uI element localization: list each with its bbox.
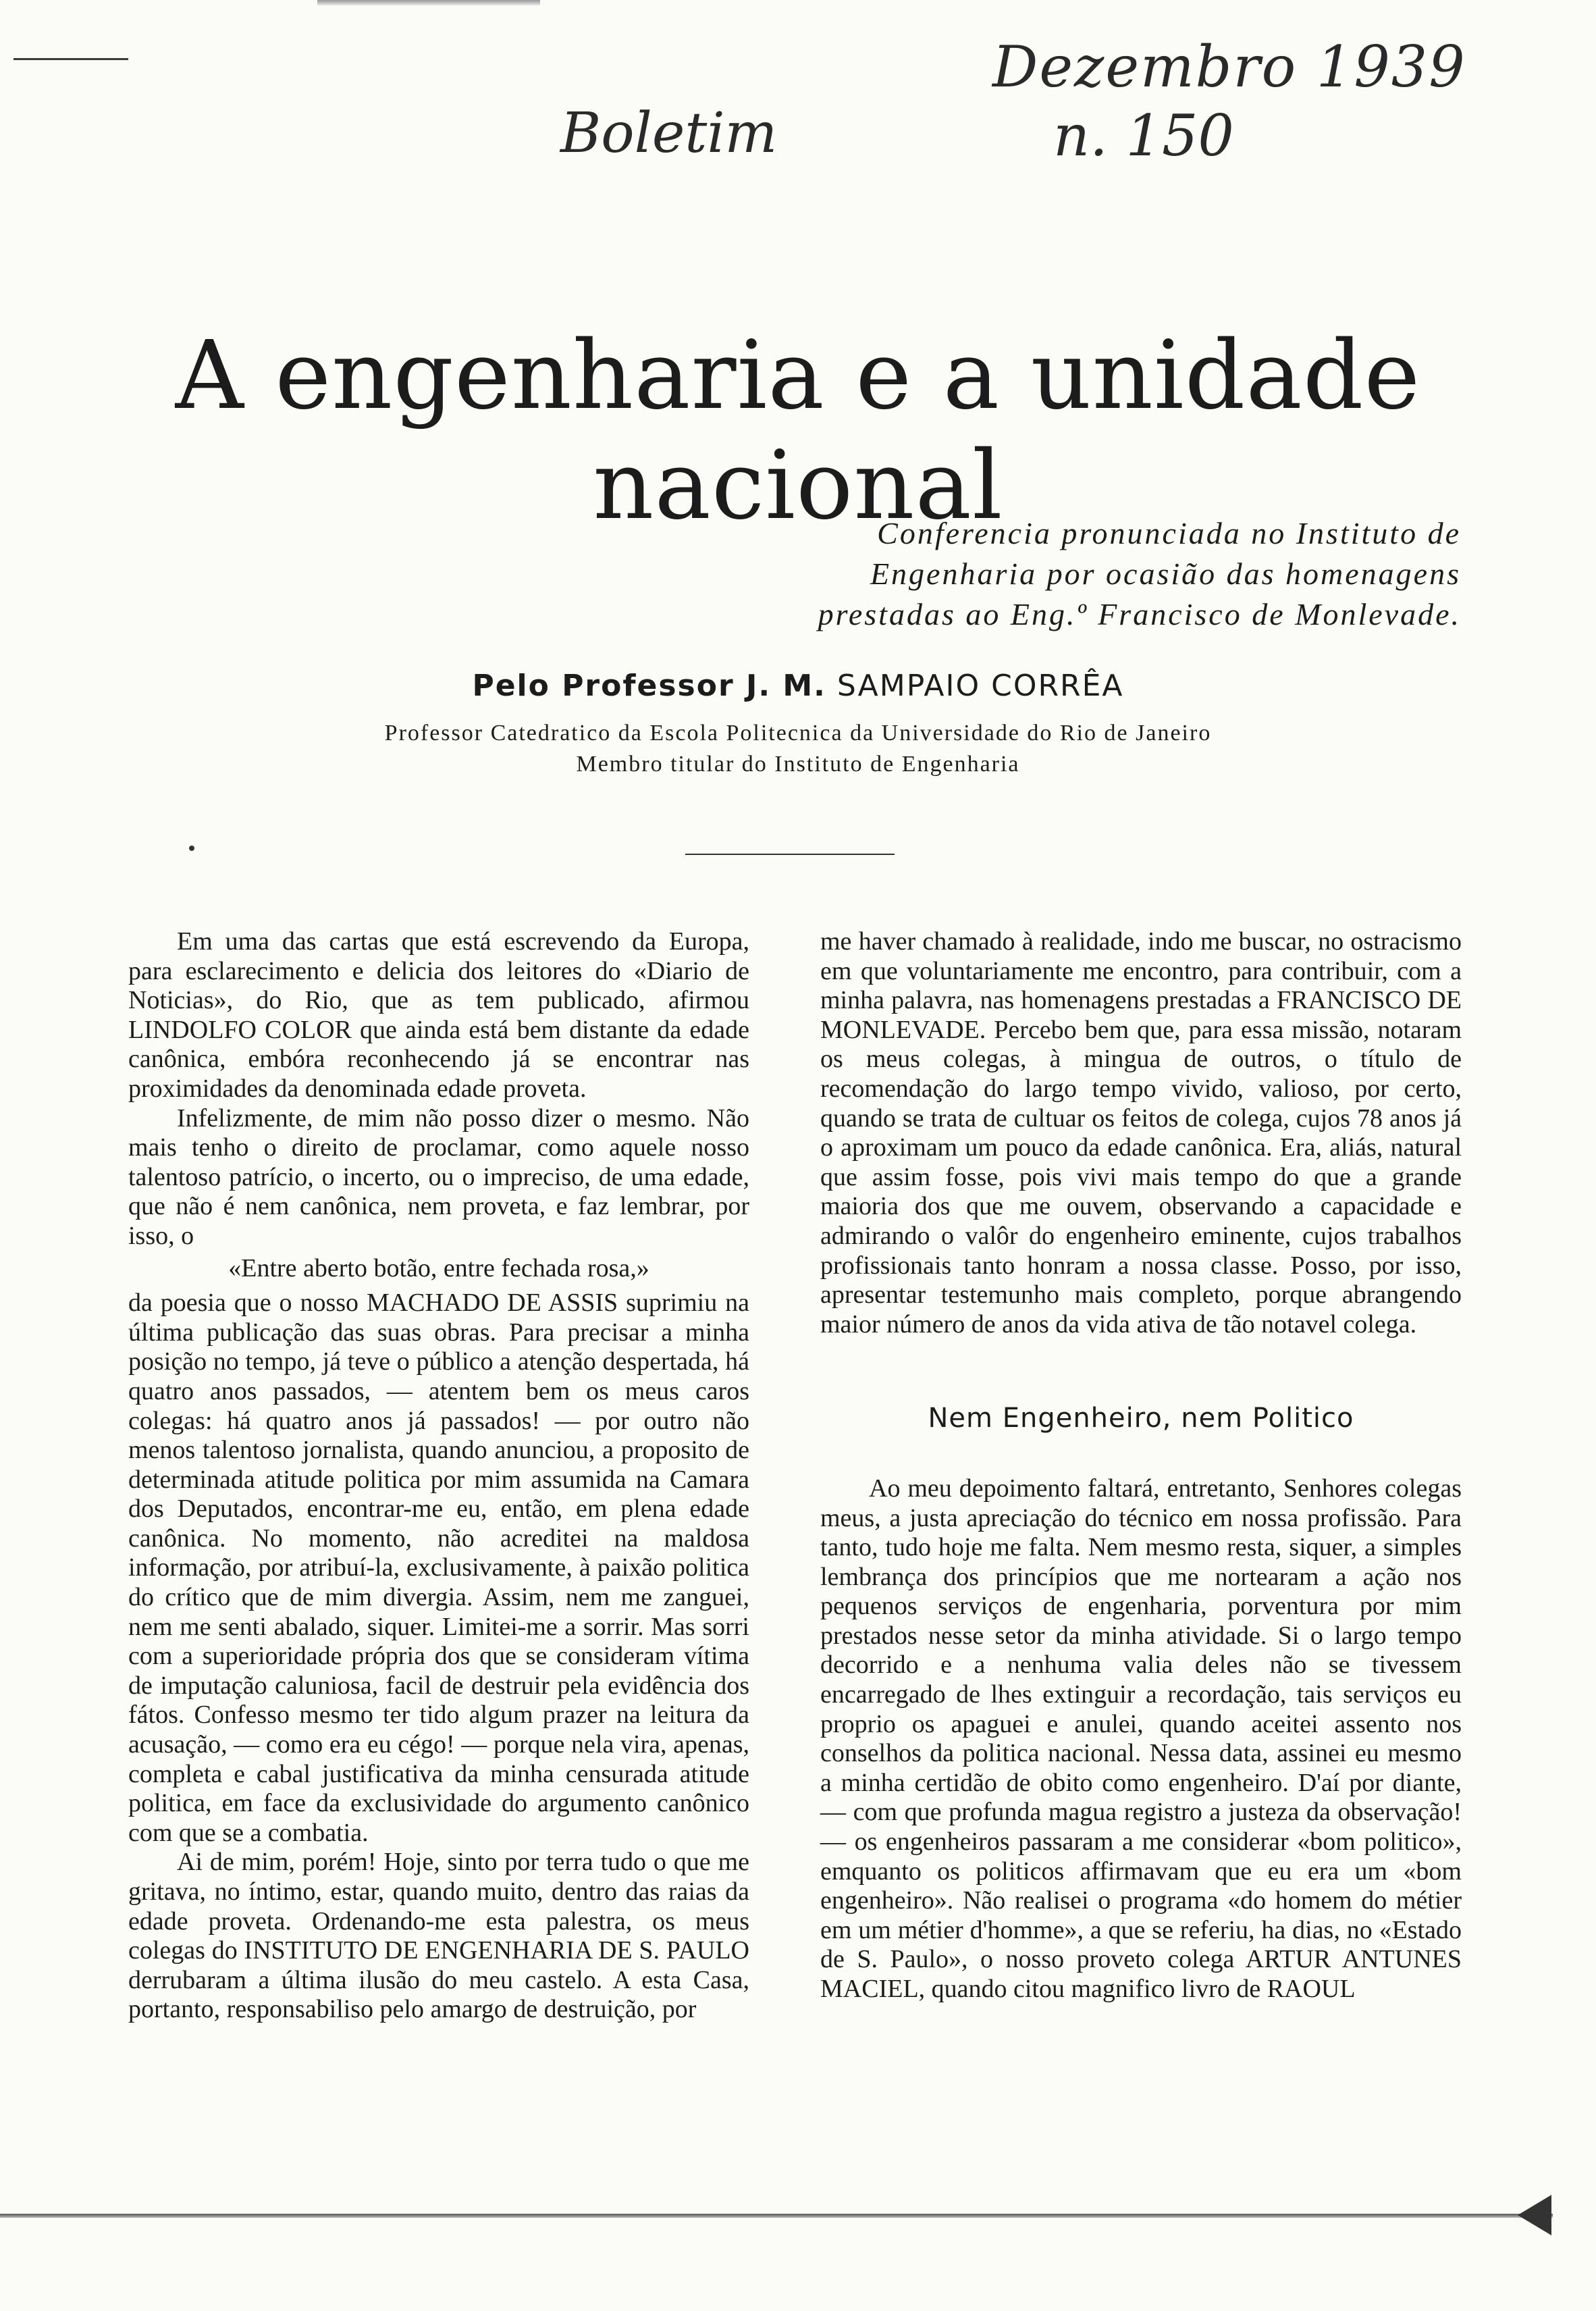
article-title: A engenharia e a unidade nacional [175,321,1421,541]
article-byline [0,669,1596,703]
top-left-rule [14,58,128,60]
stray-mark [189,846,194,851]
subtitle-line-2: Engenharia por ocasião das homenagens [870,556,1461,591]
subtitle-line-1: Conferencia pronunciada no Instituto de [877,516,1461,550]
section-heading: Nem Engenheiro, nem Politico [928,1403,1354,1434]
article-subtitle [772,513,1461,635]
byline-prefix: Pelo Professor J. M. [472,669,826,703]
handwritten-date: Dezembro 1939 [992,34,1466,100]
paragraph: Em uma das cartas que está escrevendo da Europa, para esclarecimento e delicia dos leitores do «Diario de Noticias», do Rio, que as tem publicado, afirmou LINDOLFO COLOR que ainda está bem distante da edade canônica, embóra reconhecendo já se encontrar nas proximidades da denominada edade proveta. [128,927,749,1103]
handwritten-number: n. 150 [1053,103,1234,169]
author-affiliation-2: Membro titular do Instituto de Engenharia [576,752,1020,777]
paragraph: Infelizmente, de mim não posso dizer o mesmo. Não mais tenho o direito de proclamar, como aquele nosso talentoso patrício, o incerto, ou o impreciso, de uma edade, que não é nem canônica, nem proveta, e faz lembrar, por isso, o [128,1103,749,1250]
subtitle-line-3: prestadas ao Eng.º Francisco de Monlevade. [818,597,1461,631]
byline-author-name: SAMPAIO CORRÊA [836,669,1124,703]
bottom-scan-edge [0,2214,1553,2218]
paragraph: Ao meu depoimento faltará, entretanto, Senhores colegas meus, a justa apreciação do técnico em nossa profissão. Para tanto, tudo hoje me falta. Nem mesmo resta, siquer, a simples lembrança dos princípios que me nortearam a ação nos pequenos serviços de engenharia, porventura por mim prestados nesse setor da minha atividade. Si o largo tempo decorrido e a nenhuma valia deles não se tivessem encarregado de lhes extinguir a recordação, tais serviços eu proprio os apaguei e anulei, quando aceitei assento nos conselhos da politica nacional. Nessa data, assinei eu mesmo a minha certidão de obito como engenheiro. D'aí por diante, — com que profunda magua registro a justeza da observação! — os engenheiros passaram a me considerar «bom politico», emquanto os politicos affirmavam que eu era um «bom engenheiro». Não realisei o programa «do homem do métier em um métier d'homme», a que se referiu, ha dias, no «Estado de S. Paulo», o nosso proveto colega ARTUR ANTUNES MACIEL, quando citou magnifico livro de RAOUL [820,1474,1462,2003]
paragraph: me haver chamado à realidade, indo me buscar, no ostracismo em que voluntariamente me encontro, para contribuir, com a minha palavra, nas homenagens prestadas a FRANCISCO DE MONLEVADE. Percebo bem que, para essa missão, notaram os meus colegas, à mingua de outros, o título de recomendação do largo tempo vivido, valioso, por certo, quando se trata de cultuar os feitos de colega, cujos 78 anos já o aproximam um pouco da edade canônica. Era, aliás, natural que assim fosse, pois vivi mais tempo do que a grande maioria dos que me ouvem, observando a capacidade e admirando o valôr do engenheiro eminente, cujos trabalhos profissionais tanto honram a nossa classe. Posso, por isso, apresentar testemunho mais completo, porque abrangendo maior número de anos da vida ativa de tão notavel colega. [820,927,1462,1339]
author-affiliation-1: Professor Catedratico da Escola Politecnica da Universidade do Rio de Janeiro [384,721,1212,746]
handwritten-publication: Boletim [560,101,778,165]
page-turn-arrow-icon [1518,2195,1551,2235]
paragraph: Ai de mim, porém! Hoje, sinto por terra tudo o que me gritava, no íntimo, estar, quando muito, dentro das raias da edade proveta. Ordenando-me esta palestra, os meus colegas do INSTITUTO DE ENGENHARIA DE S. PAULO derrubaram a última ilusão do meu castelo. A esta Casa, portanto, responsabiliso pelo amargo de destruição, por [128,1848,749,2024]
top-scan-edge [317,0,540,5]
paragraph: da poesia que o nosso MACHADO DE ASSIS suprimiu na última publicação das suas obras. Para precisar a minha posição no tempo, já teve o público a atenção despertada, há quatro anos passados, — atentem bem os meus caros colegas: há quatro anos já passados! — por outro não menos talentoso jornalista, quando anunciou, a proposito de determinada atitude politica por mim assumida na Camara dos Deputados, encontrar-me eu, então, em plena edade canônica. No momento, não acreditei na maldosa informação, por atribuí-la, exclusivamente, à paixão politica do crítico que de mim divergia. Assim, nem me zanguei, nem me senti abalado, siquer. Limitei-me a sorrir. Mas sorri com a superioridade própria dos que se consideram vítima de imputação caluniosa, facil de destruir pela evidência dos fátos. Confesso mesmo ter tido algum prazer na leitura da acusação, — como era eu cégo! — porque nela vira, apenas, completa e cabal justificativa da minha censurada atitude politica, em face da exclusividade do argumento canônico com que se a combatia. [128,1289,749,1847]
right-column [820,927,1462,2004]
left-column [128,927,749,2025]
section-divider [685,854,895,855]
quoted-verse: «Entre aberto botão, entre fechada rosa,» [228,1253,649,1282]
